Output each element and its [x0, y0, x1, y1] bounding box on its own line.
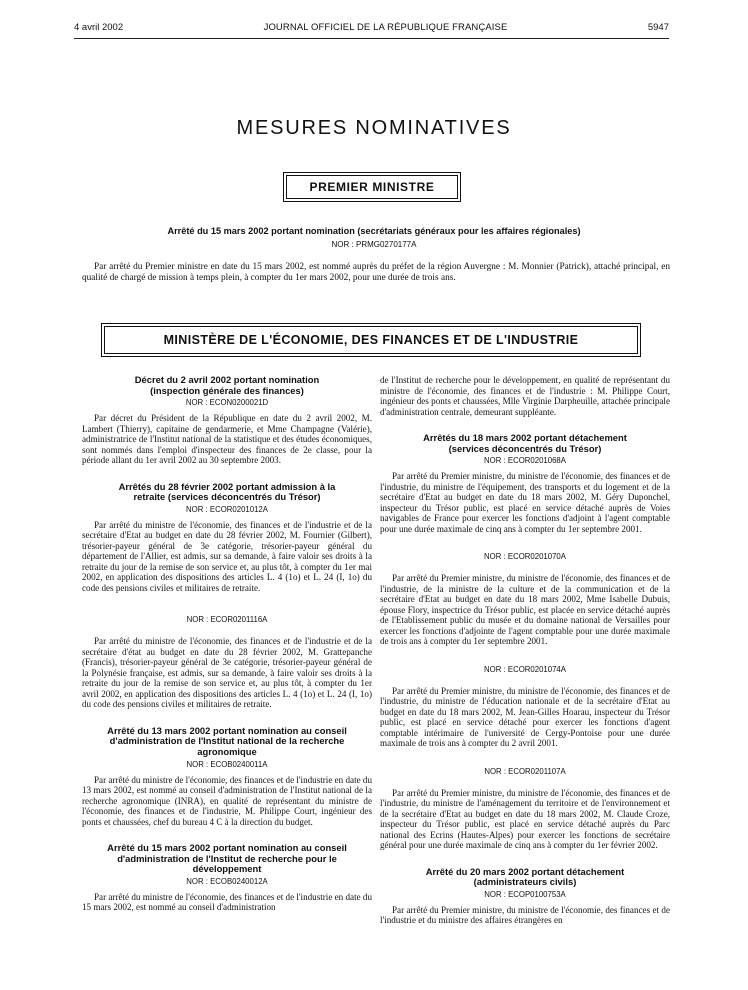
article-body: Par arrêté du ministre de l'économie, des finances et de l'industrie et de la secrétaire d'état au budget en date du 28 février 2002, M. Grattepanche (Francis), trésorier-payeur général de 3e catégorie, trésorier-payeur général de la Polynésie française, est admis, sur sa demande, à faire valoir ses droits à la retraite du jour de la remise de son service et, au plus tôt, à compter du 1er avril 2002, en application des dispositions des articles L. 4 (1o) et L. 24 (I, 1o) du code des pensions civiles et militaires de retraite.: [82, 636, 372, 710]
header-date: 4 avril 2002: [74, 21, 124, 33]
header-page-number: 5947: [647, 21, 669, 33]
article-body: Par arrêté du Premier ministre, du ministre de l'économie, des finances et de l'industrie et du ministre des affaires étrangères en: [380, 904, 670, 926]
article-body: Par décret du Président de la République en date du 2 avril 2002, M. Lambert (Thierry), capitaine de gendarmerie, et Mme Champagne (Valérie), administratrice de l'Institut national de la statistique et des études économiques, sont nommés dans l'emploi d'inspecteur des finances de 2e classe, pour la période allant du 1er avril 2002 au 30 septembre 2003.: [82, 413, 372, 466]
article-nor: NOR : ECOB0240012A: [186, 876, 268, 886]
article-body: Par arrêté du Premier ministre, du ministre de l'économie, des finances et de l'industrie, de la ministre de la culture et de la communication et de la secrétaire d'Etat au budget en date du 18 mars 2002, Mme Isabelle Dubuis, épouse Flory, inspectrice du Trésor public, est placée en service détaché auprès de l'Etablissement public du musée et du domaine national de Versailles pour exercer les fonctions d'adjointe de l'agent comptable pour une durée maximale de trois ans à compter du 1er septembre 2001.: [380, 573, 670, 647]
article-title: Arrêtés du 28 février 2002 portant admission à la retraite (services déconcentrés du Trésor): [118, 480, 336, 503]
right-column: [380, 375, 670, 926]
article-nor: NOR : ECOR0201116A: [186, 615, 268, 625]
article-nor: NOR : ECOR0201068A: [484, 456, 566, 466]
page-title: MESURES NOMINATIVES: [236, 117, 512, 139]
article-title: Arrêtés du 18 mars 2002 portant détachement (services déconcentrés du Trésor): [423, 432, 627, 454]
pm-nor: NOR : PRMG0270177A: [331, 240, 417, 249]
article-body: Par arrêté du ministre de l'économie, des finances et de l'industrie en date du 13 mars 2002, est nommé au conseil d'administration de l'Institut national de la recherche agronomique (INRA), en qualité de représentant du ministre de l'économie, des finances et de l'industrie, M. Philippe Court, ingénieur des ponts et chaussées, chef du bureau 4 C à la direction du budget.: [82, 774, 373, 827]
article-body: de l'Institut de recherche pour le développement, en qualité de représentant du ministre de l'économie, des finances et de l'industrie : M. Philippe Court, ingénieur des ponts et chaussées, Mlle Virginie Darpheuille, attachée principale d'administration centrale, demeurant suppléante.: [380, 375, 670, 417]
section-heading-ministere: MINISTÈRE DE L'ÉCONOMIE, DES FINANCES ET DE L'INDUSTRIE: [104, 326, 638, 354]
article-title: Décret du 2 avril 2002 portant nomination (inspection générale des finances): [134, 374, 320, 396]
article-nor: NOR : ECOR0201107A: [484, 766, 566, 776]
article-title: Arrêté du 15 mars 2002 portant nomination au conseil d'administration de l'Institut de recherche pour le développement: [107, 842, 347, 875]
article-title: Arrêté du 20 mars 2002 portant détachement (administrateurs civils): [425, 865, 625, 888]
running-header: [74, 20, 669, 34]
pm-arrete-title: Arrêté du 15 mars 2002 portant nomination (secrétariats généraux pour les affaires régionales): [167, 226, 581, 236]
article-nor: NOR : ECON0200021D: [185, 398, 269, 408]
article-body: Par arrêté du ministre de l'économie, des finances et de l'industrie en date du 15 mars 2002, est nommé au conseil d'administration: [82, 891, 373, 913]
pm-body: Par arrêté du Premier ministre en date du 15 mars 2002, est nommé auprès du préfet de la région Auvergne : M. Monnier (Patrick), attaché principal, en qualité de chargé de mission à temps plein, à compter du 1er mars 2002, pour une durée de trois ans.: [82, 262, 670, 284]
section-heading-premier-ministre: PREMIER MINISTRE: [286, 175, 458, 199]
article-nor: NOR : ECOB0240011A: [186, 759, 268, 769]
article-body: Par arrêté du Premier ministre, du ministre de l'économie, des finances et de l'industrie, du ministre de l'éducation nationale et de la secrétaire d'Etat au budget en date du 18 mars 2002, M. Jean-Gilles Hoarau, inspecteur du Trésor public, est placé en service détaché pour exercer les fonctions d'agent comptable intérimaire de l'université de Cergy-Pontoise pour une durée maximale de trois ans à compter du 2 avril 2001.: [380, 685, 670, 749]
article-body: Par arrêté du Premier ministre, du ministre de l'économie, des finances et de l'industrie, du ministre de l'équipement, des transports et du logement et de la secrétaire d'Etat au budget en date du 18 mars 2002, M. Géry Duponchel, inspecteur du Trésor public, est placé en service détaché auprès de Voies navigables de France pour exercer les fonctions d'adjoint à l'agent comptable pour une durée maximale de cinq ans à compter du 1er septembre 2001.: [380, 471, 670, 534]
article-body: Par arrêté du Premier ministre, du ministre de l'économie, des finances et de l'industrie, du ministre de l'aménagement du territoire et de l'environnement et de la secrétaire d'Etat au budget en date du 18 mars 2002, M. Claude Croze, inspecteur du Trésor public, est placé en service détaché auprès du Parc national des Ecrins (Hautes-Alpes) pour exercer les fonctions de secrétaire général pour une durée maximale de cinq ans à compter du 1er février 2002.: [380, 787, 670, 851]
header-journal-title: JOURNAL OFFICIEL DE LA RÉPUBLIQUE FRANÇAISE: [263, 21, 508, 33]
header-rule: [74, 38, 669, 39]
article-nor: NOR : ECOR0201070A: [484, 552, 566, 562]
article-nor: NOR : ECOP0100753A: [484, 889, 566, 899]
article-body: Par arrêté du ministre de l'économie, des finances et de l'industrie et de la secrétaire d'Etat au budget en date du 28 février 2002, M. Fournier (Gilbert), trésorier-payeur général de 3e catégorie, trésorier-payeur général du département de l'Allier, est admis, sur sa demande, à faire valoir ses droits à la retraite du jour de la remise de son service et, au plus tôt, à compter du 1er mai 2002, en application des dispositions des articles L. 4 (1o) et L. 24 (I, 1o) du code des pensions civiles et militaires de retraite.: [82, 519, 372, 593]
left-column: [82, 375, 372, 913]
article-nor: NOR : ECOR0201012A: [186, 504, 268, 514]
article-nor: NOR : ECOR0201074A: [484, 664, 566, 674]
article-title: Arrêté du 13 mars 2002 portant nomination au conseil d'administration de l'Institut national de la recherche agronomique: [107, 724, 347, 758]
